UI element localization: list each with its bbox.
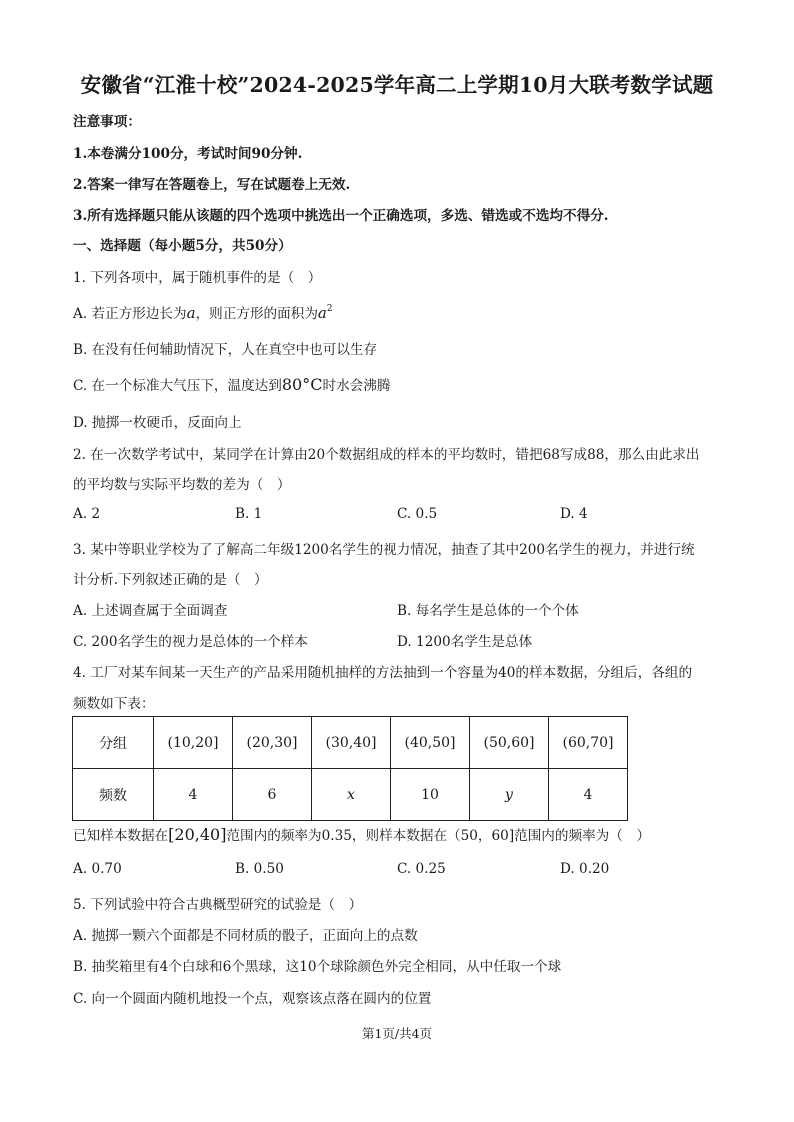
- q1-option-c-text2: 时水会沸腾: [322, 378, 391, 394]
- q1-option-c-text: C. 在一个标准大气压下，温度达到: [73, 378, 282, 394]
- q2-stem-line2: 的平均数与实际平均数的差为（ ）: [73, 477, 291, 493]
- q3-stem-line1: 3. 某中等职业学校为了了解高二年级1200名学生的视力情况，抽查了其中200名学生的视力，并进行统: [73, 542, 695, 558]
- q5-stem: 5. 下列试验中符合古典概型研究的试验是（ ）: [73, 897, 363, 913]
- q4-interval: [20,40]: [168, 825, 227, 844]
- q1-option-a-var2: a: [317, 304, 327, 322]
- q2-option-d: D. 4: [560, 506, 588, 522]
- table-cell: (10,20]: [154, 717, 233, 769]
- q3-stem-line2: 计分析.下列叙述正确的是（ ）: [73, 572, 268, 588]
- q4-stem-line3: [73, 824, 650, 844]
- q5-option-c: C. 向一个圆面内随机地投一个点，观察该点落在圆内的位置: [73, 991, 432, 1007]
- q1-option-a-text2: ，则正方形的面积为: [195, 306, 318, 322]
- notice-heading: 注意事项：: [73, 114, 141, 130]
- table-cell: 6: [233, 769, 312, 821]
- q3-option-b: B. 每名学生是总体的一个个体: [397, 603, 579, 619]
- q2-option-a: A. 2: [73, 506, 101, 522]
- q3-option-c: C. 200名学生的视力是总体的一个样本: [73, 634, 308, 650]
- q5-option-a: A. 抛掷一颗六个面都是不同材质的骰子，正面向上的点数: [73, 928, 418, 944]
- q1-option-b: B. 在没有任何辅助情况下，人在真空中也可以生存: [73, 342, 378, 358]
- table-cell: (20,30]: [233, 717, 312, 769]
- q4-option-d: D. 0.20: [560, 861, 610, 877]
- table-cell: x: [312, 769, 391, 821]
- table-cell: 10: [391, 769, 470, 821]
- q3-option-a: A. 上述调查属于全面调查: [73, 603, 228, 619]
- q3-option-d: D. 1200名学生是总体: [397, 634, 533, 650]
- table-cell: 4: [154, 769, 233, 821]
- q1-option-a: [73, 302, 333, 322]
- table-cell: y: [470, 769, 549, 821]
- q1-option-c-temp: 80°C: [281, 375, 323, 394]
- q4-option-b: B. 0.50: [235, 861, 284, 877]
- q1-option-a-exponent: 2: [326, 304, 333, 314]
- q2-option-c: C. 0.5: [397, 506, 438, 522]
- q4-option-a: A. 0.70: [73, 861, 122, 877]
- table-cell: (30,40]: [312, 717, 391, 769]
- q4-stem-text2: 范围内的频率为0.35，则样本数据在（50，60]范围内的频率为（ ）: [226, 828, 651, 844]
- frequency-table: [72, 716, 628, 821]
- q4-stem-line1: 4. 工厂对某车间某一天生产的产品采用随机抽样的方法抽到一个容量为40的样本数据，分组后，各组的: [73, 665, 693, 681]
- q1-option-c: [73, 374, 390, 394]
- q1-option-d: D. 抛掷一枚硬币，反面向上: [73, 415, 242, 431]
- notice-item-2: 2.答案一律写在答题卷上，写在试题卷上无效.: [73, 177, 351, 193]
- notice-item-1: 1.本卷满分100分，考试时间90分钟.: [73, 146, 303, 162]
- q2-stem-line1: 2. 在一次数学考试中，某同学在计算由20个数据组成的样本的平均数时，错把68写成88，那么由此求出: [73, 447, 700, 463]
- table-cell: 频数: [73, 769, 154, 821]
- table-row: [73, 769, 628, 821]
- q4-stem-text: 已知样本数据在: [73, 828, 169, 844]
- q2-option-b: B. 1: [235, 506, 263, 522]
- table-cell: (50,60]: [470, 717, 549, 769]
- q1-option-a-var: a: [186, 304, 196, 322]
- q5-option-b: B. 抽奖箱里有4个白球和6个黑球，这10个球除颜色外完全相同，从中任取一个球: [73, 959, 562, 975]
- q1-option-a-text: A. 若正方形边长为: [73, 306, 187, 322]
- table-header-row: [73, 717, 628, 769]
- table-cell: (40,50]: [391, 717, 470, 769]
- table-cell: 分组: [73, 717, 154, 769]
- q4-stem-line2: 频数如下表：: [73, 696, 155, 712]
- q4-option-c: C. 0.25: [397, 861, 446, 877]
- notice-item-3: 3.所有选择题只能从该题的四个选项中挑选出一个正确选项，多选、错选或不选均不得分.: [73, 208, 609, 224]
- table-cell: (60,70]: [549, 717, 628, 769]
- exam-title: 安徽省“江淮十校”2024-2025学年高二上学期10月大联考数学试题: [80, 73, 714, 97]
- page-footer: 第1页/共4页: [361, 1026, 433, 1041]
- section-heading: 一、选择题（每小题5分，共50分）: [73, 238, 292, 254]
- table-cell: 4: [549, 769, 628, 821]
- q1-stem: 1. 下列各项中，属于随机事件的是（ ）: [73, 270, 322, 286]
